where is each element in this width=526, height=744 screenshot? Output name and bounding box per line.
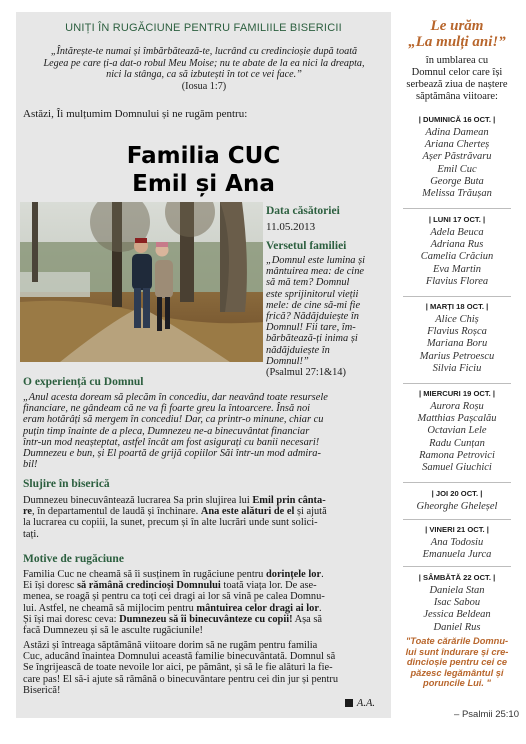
sidebar-intro-line: Domnul celor care își: [411, 67, 503, 78]
family-members-line: Emil și Ana: [132, 171, 275, 197]
birthday-names: [395, 227, 519, 288]
sidebar-intro-line: în umblarea cu: [425, 55, 489, 66]
day-label: | VINERI 21 OCT. |: [425, 525, 489, 534]
divider: [403, 566, 511, 567]
prayer-highlight: Dumnezeu să îi binecuvânteze cu copii!: [119, 613, 293, 625]
family-verse-line: bărbătează-ți inima și: [266, 333, 358, 345]
prayer-line: [23, 580, 385, 591]
birthday-name: Aurora Roșu: [430, 401, 484, 412]
divider: [403, 208, 511, 209]
family-verse-line: nădăjduiește în: [266, 344, 330, 356]
thanks-text: Astăzi, Îi mulțumim Domnului și ne rugăm pentru:: [23, 108, 248, 120]
family-verse-line: Domnul! Fii tare, îm-: [266, 322, 356, 334]
birthday-name: Octavian Lele: [427, 425, 487, 437]
service-line: tați.: [23, 528, 39, 540]
birthday-name: Adina Damean: [425, 127, 489, 138]
birthday-name: Melissa Trăușan: [422, 188, 492, 200]
birthday-name: Silvia Ficiu: [432, 362, 482, 374]
prayer-line: [23, 569, 385, 580]
prayer-text-part: lui. Astfel, ne cheamă să mijlocim pentru: [23, 602, 197, 614]
divider: [403, 482, 511, 483]
sidebar-title-line: „La mulți ani!”: [408, 34, 506, 50]
birthday-name: Radu Cunțan: [429, 437, 485, 449]
square-bullet-icon: [345, 699, 353, 707]
experience-line: eram hotărâți să mergem în concediu! Dar, ca printr-o minune, chiar cu: [23, 414, 324, 426]
family-verse-line: „Domnul este lumina și: [266, 255, 366, 266]
family-verse-reference: (Psalmul 27:1&14): [266, 367, 346, 378]
divider: [403, 296, 511, 297]
signature: [345, 698, 375, 709]
birthday-names: [395, 537, 519, 561]
birthday-name: Isac Sabou: [433, 597, 481, 609]
experience-line: „Anul acesta doream să plecăm în concediu, dar neavând toate resursele: [23, 392, 328, 403]
experience-line: într-un mod neașteptat, astfel încât am fost asigurați cu banii necesari!: [23, 436, 320, 448]
birthday-name: Așer Păstrăvaru: [422, 151, 492, 163]
prayer-text-part: Și își mai doresc ceva:: [23, 613, 120, 625]
service-text-part: Dumnezeu binecuvântează lucrarea Sa prin slujirea lui: [23, 495, 253, 506]
experience-title: O experiență cu Domnul: [23, 376, 144, 388]
prayer-text-part: Ei își doresc: [23, 580, 77, 592]
experience-line: financiare, ne gândeam că ne va fi foarte greu la întoarcere. Însă noi: [23, 403, 311, 415]
day-label: | MIERCURI 19 OCT. |: [419, 389, 495, 398]
experience-line: bil!: [23, 459, 38, 471]
sidebar-intro-line: serbează ziua de naștere: [406, 79, 508, 90]
main-panel: [16, 12, 391, 718]
prayer-text: [23, 569, 385, 636]
sidebar-intro-line: săptămâna viitoare:: [416, 91, 498, 102]
birthday-name: Jessica Beldean: [423, 609, 491, 621]
birthday-names: [395, 314, 519, 375]
birthday-names: [395, 127, 519, 200]
verse-reference: (Iosua 1:7): [181, 80, 227, 92]
birthday-name: Adriana Rus: [430, 239, 484, 251]
closing-line: care pas! El să-i ajute să rămână o binecuvântare pentru cei din jur și pentru: [23, 673, 339, 685]
prayer-highlight: să rămână credincioși Domnului: [76, 580, 221, 592]
birthday-name: Mariana Boru: [426, 338, 488, 350]
service-highlight: re: [23, 506, 33, 518]
birthday-name: Samuel Giuchici: [422, 462, 492, 474]
day-label: | MARȚI 18 OCT. |: [425, 302, 489, 311]
marriage-date-label: Data căsătoriei: [266, 205, 340, 217]
family-photo-illustration: [20, 202, 263, 362]
sidebar-intro: [395, 55, 519, 103]
family-verse-line: este sprijinitorul vieții: [266, 288, 359, 300]
quote-line: dincioșie pentru cei ce: [406, 657, 508, 668]
verse-line: nici la stânga, ca să izbutești în tot ce vei face.”: [106, 69, 302, 81]
prayer-text-part: .: [318, 602, 322, 614]
day-label: | DUMINICĂ 16 OCT. |: [418, 115, 496, 124]
sidebar-quote: [395, 636, 519, 689]
signature-text: A.A.: [356, 698, 375, 709]
family-verse-line: Domnul!”: [266, 355, 309, 367]
service-title: Slujire în biserică: [23, 478, 110, 490]
birthday-name: Daniel Rus: [433, 621, 481, 633]
family-verse-line: mântuirea mea: de cine: [266, 266, 365, 278]
birthday-names: [395, 401, 519, 474]
family-verse-text: [266, 255, 365, 367]
prayer-text-part: Așa să: [292, 613, 322, 625]
family-photo: [20, 202, 263, 362]
birthday-name: Flavius Roșca: [427, 326, 487, 338]
service-line: [23, 506, 385, 517]
quote-line: păzesc legământul și: [410, 667, 504, 678]
marriage-date: 11.05.2013: [266, 221, 316, 233]
birthday-name: George Buta: [430, 175, 484, 187]
experience-line: puțin timp înainte de a pleca, Dumnezeu ne-a binecuvântat financiar: [23, 425, 310, 437]
service-text: [23, 495, 385, 540]
page-header: UNIȚI ÎN RUGĂCIUNE PENTRU FAMILIILE BISERICII: [65, 22, 342, 34]
birthday-name: Marius Petroescu: [419, 350, 495, 362]
birthday-name: Camelia Crăciun: [420, 251, 494, 263]
closing-line: Astăzi și întreaga săptămână viitoare dorim să ne rugăm pentru familia: [23, 640, 318, 651]
service-text-part: și ajută: [294, 506, 327, 518]
divider: [403, 383, 511, 384]
family-verse-line: să mă tem? Domnul: [266, 277, 350, 289]
prayer-line: [23, 603, 385, 614]
family-name: [16, 142, 391, 198]
prayer-text-part: .: [321, 569, 324, 580]
closing-line: Cuc, aducând înaintea Domnului această familie binecuvântată. Domnul să: [23, 651, 336, 663]
quote-line: "Toate cărările Domnu-: [405, 636, 509, 646]
sidebar-title-line: Le urăm: [430, 18, 484, 34]
closing-text: [23, 640, 385, 696]
prayer-line: menea, se roagă și pentru ca toți cei dragi ai lor să vină pe calea Domnu-: [23, 591, 325, 603]
birthday-name: Adela Beuca: [430, 227, 484, 238]
prayer-line: [23, 614, 385, 625]
family-verse-label: Versetul familiei: [266, 240, 347, 252]
birthday-names: [395, 501, 519, 513]
birthday-names: [395, 585, 519, 634]
experience-line: Dumnezeu e bun, și El poartă de grijă copiilor Săi într-un mod admira-: [23, 448, 321, 460]
birthday-name: Emanuela Jurca: [422, 549, 492, 561]
prayer-text-part: toată viața lor. De ase-: [220, 580, 317, 592]
service-line: la lucrarea cu copiii, la sunet, precum și în alte lucrări unde sunt solici-: [23, 517, 318, 529]
prayer-title: Motive de rugăciune: [23, 553, 124, 565]
birthday-name: Alice Chiș: [435, 314, 479, 325]
birthday-name: Ariana Cherteș: [424, 139, 490, 151]
birthday-name: Eva Martin: [432, 263, 482, 275]
family-verse-line: frică? Nădăjduiește în: [266, 311, 359, 323]
birthday-name: Gheorghe Gheleșel: [416, 501, 498, 512]
birthday-name: Ana Todosiu: [430, 537, 484, 548]
divider: [403, 519, 511, 520]
opening-verse: [28, 46, 380, 92]
prayer-text-part: Familia Cuc ne cheamă să îi susținem în rugăciune pentru: [23, 569, 266, 580]
family-name-line: Familia CUC: [126, 143, 281, 169]
birthday-name: Daniela Stan: [429, 585, 485, 596]
quote-line: poruncile Lui. ": [423, 678, 491, 689]
quote-line: lui sunt îndurare și cre-: [405, 646, 509, 657]
day-label: | SÂMBĂTĂ 22 OCT. |: [418, 573, 496, 582]
prayer-highlight: mântuirea celor dragi ai lor: [196, 602, 319, 614]
service-highlight: Ana este alături de el: [200, 506, 295, 518]
birthday-name: Ramona Petrovici: [419, 449, 495, 461]
sidebar-title: [395, 18, 519, 50]
prayer-line: facă Dumnezeu și să le asculte rugăciunile!: [23, 625, 204, 637]
birthday-sidebar: [395, 12, 519, 736]
family-verse-line: mele: de cine să-mi fie: [266, 299, 361, 311]
quote-reference: – Psalmii 25:10: [454, 709, 519, 720]
experience-text: [23, 392, 385, 470]
birthday-name: Flavius Florea: [425, 275, 489, 287]
service-line: [23, 495, 385, 506]
verse-line: „Întărește-te numai și îmbărbătează-te, lucrând cu credincioșie după toată: [50, 46, 358, 57]
service-text-part: , în departamentul de laudă și închinare.: [32, 506, 201, 518]
service-highlight: Emil prin cânta-: [252, 495, 326, 506]
day-label: | LUNI 17 OCT. |: [428, 215, 486, 224]
closing-line: Se îngrijească de toate nevoile lor aici, pe pământ, și să le fie alături la fie-: [23, 662, 333, 674]
day-label: | JOI 20 OCT. |: [431, 489, 483, 498]
birthday-name: Emil Cuc: [437, 163, 477, 175]
birthday-name: Matthias Pașcalău: [417, 413, 497, 425]
verse-line: Legea pe care ți-a dat-o robul Meu Moise; nu te abate de la ea nici la dreapta,: [43, 57, 365, 69]
prayer-highlight: dorințele lor: [265, 569, 322, 580]
closing-line: Biserică!: [23, 684, 61, 696]
